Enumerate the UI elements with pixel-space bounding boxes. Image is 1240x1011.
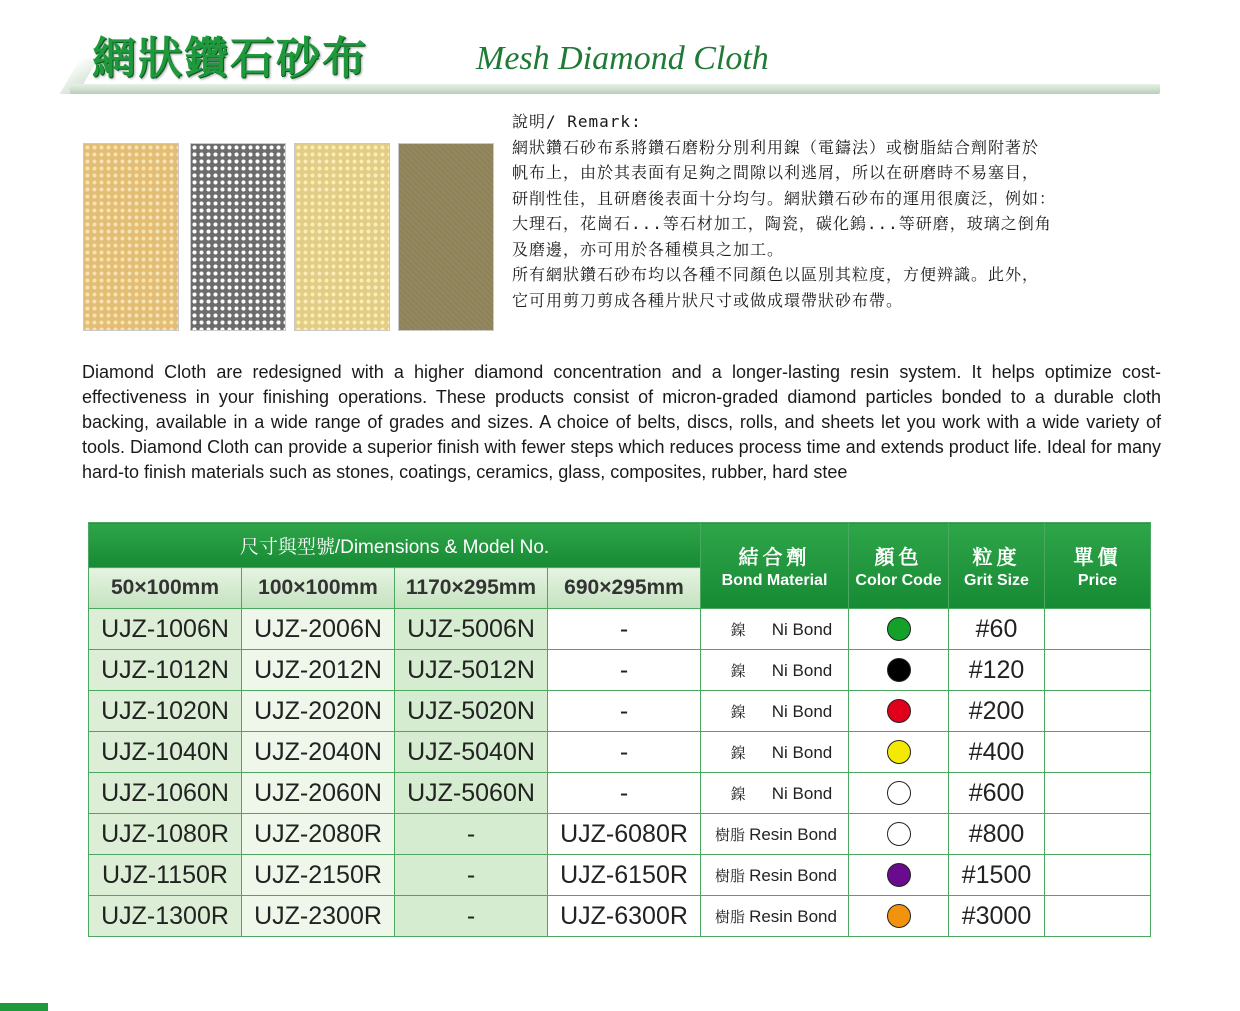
price-cell — [1045, 609, 1151, 650]
header-size-1170x295: 1170×295mm — [395, 568, 548, 609]
bond-material-cell — [701, 732, 849, 773]
color-code-cell — [849, 773, 949, 814]
model-690x295: - — [548, 732, 701, 773]
model-1170x295: UJZ-5006N — [395, 609, 548, 650]
header-size-690x295: 690×295mm — [548, 568, 701, 609]
bond-material-cell — [701, 773, 849, 814]
bond-material-en: Resin Bond — [749, 906, 837, 926]
model-50x100: UJZ-1150R — [89, 855, 242, 896]
header-grit-zh: 粒度 — [972, 545, 1021, 569]
header-size-50x100: 50×100mm — [89, 568, 242, 609]
model-100x100: UJZ-2300R — [242, 896, 395, 937]
price-cell — [1045, 650, 1151, 691]
sample-swatch-yellow-mesh — [294, 143, 390, 331]
model-50x100: UJZ-1300R — [89, 896, 242, 937]
color-dot-icon — [887, 822, 911, 846]
page-corner-mark — [0, 1003, 48, 1011]
model-1170x295: - — [395, 896, 548, 937]
model-50x100: UJZ-1020N — [89, 691, 242, 732]
remark-line: 帆布上，由於其表面有足夠之間隙以利逃屑，所以在研磨時不易塞目， — [512, 163, 1040, 182]
model-690x295: UJZ-6080R — [548, 814, 701, 855]
model-1170x295: - — [395, 814, 548, 855]
bond-material-cell — [701, 814, 849, 855]
table-row — [89, 732, 1151, 773]
bond-material-cell — [701, 855, 849, 896]
header-grit-en: Grit Size — [964, 572, 1029, 589]
color-dot-icon — [887, 617, 911, 641]
model-690x295: - — [548, 609, 701, 650]
page-title-chinese: 網狀鑽石砂布 — [92, 33, 368, 84]
model-690x295: - — [548, 650, 701, 691]
header-price-en: Price — [1077, 572, 1118, 589]
bond-material-cell — [701, 691, 849, 732]
header-dimensions-model: 尺寸與型號/Dimensions & Model No. — [89, 523, 701, 568]
sample-swatch-dark-mesh — [190, 143, 286, 331]
table-row — [89, 855, 1151, 896]
color-dot-icon — [887, 904, 911, 928]
model-690x295: - — [548, 691, 701, 732]
model-100x100: UJZ-2150R — [242, 855, 395, 896]
model-1170x295: UJZ-5060N — [395, 773, 548, 814]
page-title-english: Mesh Diamond Cloth — [476, 40, 769, 77]
model-1170x295: UJZ-5040N — [395, 732, 548, 773]
table-row — [89, 609, 1151, 650]
model-50x100: UJZ-1060N — [89, 773, 242, 814]
color-dot-icon — [887, 699, 911, 723]
remark-line: 網狀鑽石砂布系將鑽石磨粉分別利用鎳（電鑄法）或樹脂結合劑附著於 — [512, 137, 1040, 157]
grit-size-cell: #400 — [949, 732, 1045, 773]
table-row — [89, 650, 1151, 691]
model-100x100: UJZ-2012N — [242, 650, 395, 691]
sample-swatch-olive-cloth — [398, 143, 494, 331]
model-100x100: UJZ-2006N — [242, 609, 395, 650]
remark-line: 及磨邊，亦可用於各種模具之加工。 — [512, 239, 785, 259]
color-code-cell — [849, 650, 949, 691]
grit-size-cell: #60 — [949, 609, 1045, 650]
model-1170x295: UJZ-5012N — [395, 650, 548, 691]
remark-line: 大理石，花崗石...等石材加工，陶瓷，碳化鎢...等研磨，玻璃之倒角 — [512, 214, 1052, 233]
bond-material-en: Resin Bond — [749, 865, 837, 885]
table-row — [89, 773, 1151, 814]
color-code-cell — [849, 855, 949, 896]
bond-material-zh: 樹脂 — [715, 825, 746, 844]
model-50x100: UJZ-1080R — [89, 814, 242, 855]
model-100x100: UJZ-2020N — [242, 691, 395, 732]
model-690x295: - — [548, 773, 701, 814]
price-cell — [1045, 773, 1151, 814]
bond-material-zh: 鎳 — [730, 702, 746, 721]
grit-size-cell: #1500 — [949, 855, 1045, 896]
bond-material-zh: 樹脂 — [715, 866, 746, 885]
bond-material-cell — [701, 650, 849, 691]
model-100x100: UJZ-2040N — [242, 732, 395, 773]
bond-material-en: Ni Bond — [771, 783, 833, 803]
grit-size-cell: #800 — [949, 814, 1045, 855]
color-dot-icon — [887, 740, 911, 764]
bond-material-cell — [701, 896, 849, 937]
header-color-en: Color Code — [855, 572, 942, 589]
model-1170x295: - — [395, 855, 548, 896]
header-bond-material — [701, 523, 849, 609]
bond-material-zh: 鎳 — [730, 620, 746, 639]
remark-block — [512, 109, 1192, 313]
table-row — [89, 896, 1151, 937]
price-cell — [1045, 691, 1151, 732]
model-1170x295: UJZ-5020N — [395, 691, 548, 732]
price-cell — [1045, 732, 1151, 773]
bond-material-en: Resin Bond — [749, 824, 837, 844]
color-dot-icon — [887, 863, 911, 887]
grit-size-cell: #200 — [949, 691, 1045, 732]
color-dot-icon — [887, 781, 911, 805]
color-code-cell — [849, 691, 949, 732]
remark-line: 說明/ Remark: — [512, 112, 642, 131]
remark-line: 所有網狀鑽石砂布均以各種不同顏色以區別其粒度，方便辨識。此外， — [512, 265, 1040, 284]
grit-size-cell: #600 — [949, 773, 1045, 814]
model-100x100: UJZ-2080R — [242, 814, 395, 855]
model-50x100: UJZ-1006N — [89, 609, 242, 650]
price-cell — [1045, 855, 1151, 896]
color-code-cell — [849, 814, 949, 855]
header-color-zh: 顏色 — [874, 545, 923, 569]
bond-material-en: Ni Bond — [771, 660, 833, 680]
color-dot-icon — [887, 658, 911, 682]
bond-material-en: Ni Bond — [771, 701, 833, 721]
model-50x100: UJZ-1012N — [89, 650, 242, 691]
table-row — [89, 691, 1151, 732]
bond-material-en: Ni Bond — [771, 619, 833, 639]
bond-material-cell — [701, 609, 849, 650]
english-description: Diamond Cloth are redesigned with a higher diamond concentration and a longer-lasting resin system. It helps optimize cost-effectiveness in your finishing operations. These products consist of micron-graded diamond particles bonded to a durable cloth backing, available in a wide range of grades and sizes. A choice of belts, discs, rolls, and sheets let you work with a wide variety of tools. Diamond Cloth can provide a superior finish with fewer steps which reduces process time and extends product life. Ideal for many hard-to finish materials such as stones, coatings, ceramics, glass, composites, rubber, hard stee — [82, 362, 1161, 482]
remark-line: 研削性佳，且研磨後表面十分均勻。網狀鑽石砂布的運用很廣泛，例如： — [512, 188, 1057, 208]
color-code-cell — [849, 732, 949, 773]
model-100x100: UJZ-2060N — [242, 773, 395, 814]
table-row — [89, 814, 1151, 855]
header-bond-en: Bond Material — [721, 572, 828, 589]
grit-size-cell: #3000 — [949, 896, 1045, 937]
remark-line: 它可用剪刀剪成各種片狀尺寸或做成環帶狀砂布帶。 — [512, 290, 904, 310]
model-50x100: UJZ-1040N — [89, 732, 242, 773]
header-color-code — [849, 523, 949, 609]
model-690x295: UJZ-6150R — [548, 855, 701, 896]
grit-size-cell: #120 — [949, 650, 1045, 691]
price-cell — [1045, 814, 1151, 855]
bond-material-zh: 鎳 — [730, 784, 746, 803]
table-body — [89, 609, 1151, 937]
price-cell — [1045, 896, 1151, 937]
header-price — [1045, 523, 1151, 609]
sample-swatch-tan-mesh — [83, 143, 179, 331]
header-size-100x100: 100×100mm — [242, 568, 395, 609]
header-price-zh: 單價 — [1073, 545, 1122, 569]
color-code-cell — [849, 896, 949, 937]
header-grit-size — [949, 523, 1045, 609]
color-code-cell — [849, 609, 949, 650]
bond-material-zh: 鎳 — [730, 661, 746, 680]
header-bond-zh: 結合劑 — [738, 545, 811, 569]
model-690x295: UJZ-6300R — [548, 896, 701, 937]
bond-material-en: Ni Bond — [771, 742, 833, 762]
specification-table — [88, 522, 1151, 937]
bond-material-zh: 樹脂 — [715, 907, 746, 926]
bond-material-zh: 鎳 — [730, 743, 746, 762]
